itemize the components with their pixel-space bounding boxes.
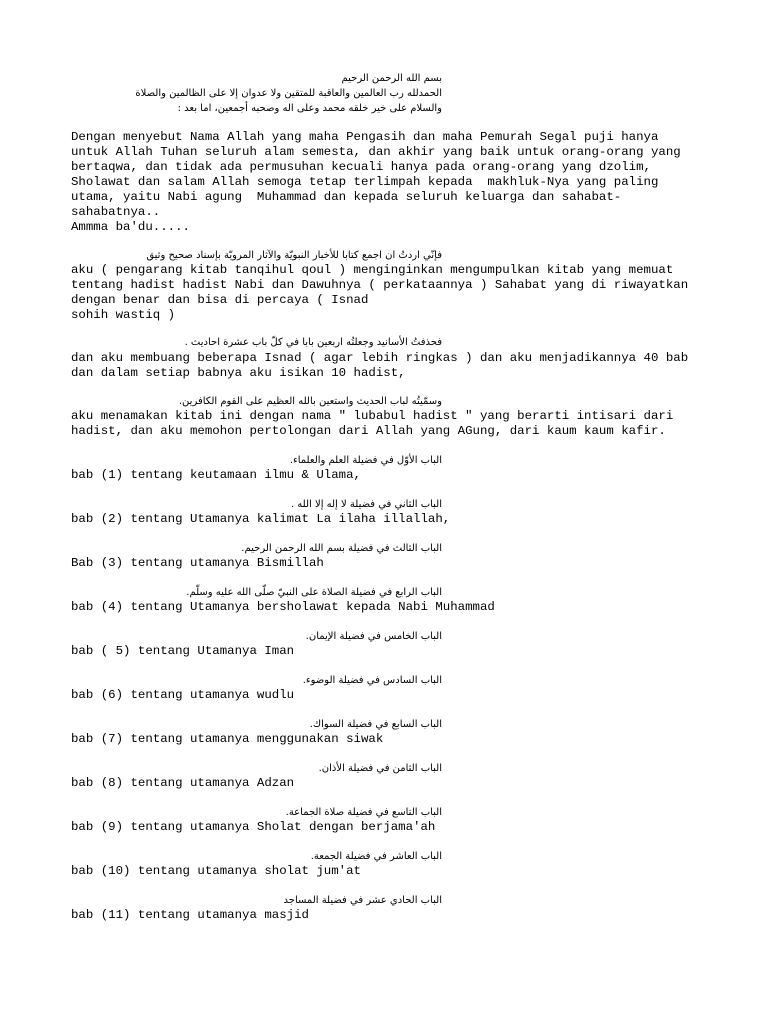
chapter-arabic: الباب الأوّل في فضيلة العلم والعلماء. xyxy=(289,455,442,466)
intro-line: bertaqwa, dan tidak ada permusuhan kecuali hanya pada orang-orang yang dzolim, xyxy=(71,160,651,174)
section-arabic: فحذفتُ الأسانيد وجعلتُه اربعين بابا في كلّ باب عشرة احاديث . xyxy=(184,337,442,348)
hamdalah-arabic: الحمدلله رب العالمين والعاقبة للمتقين ولا عدوان إلا على الظالمين والصلاة xyxy=(135,88,442,99)
section-arabic: فإنّي اردتُ ان اجمع كتابا للأخبار النبويّة والآثار المرويّة بإسناد صحيح وثيق xyxy=(146,250,442,261)
chapter-arabic: الباب السابع في فضيلة السواك. xyxy=(309,719,442,730)
salawat-arabic: والسلام على خير خلقه محمد وعلى اله وصحبه أجمعين، اما بعد : xyxy=(177,103,442,114)
chapter-latin: bab (7) tentang utamanya menggunakan siwak xyxy=(71,732,384,746)
section-line: sohih wastiq ) xyxy=(71,308,176,322)
chapter-latin: bab (9) tentang utamanya Sholat dengan berjama'ah xyxy=(71,820,436,834)
chapter-latin: bab (6) tentang utamanya wudlu xyxy=(71,688,295,702)
section-line: dan dalam setiap babnya aku isikan 10 hadist, xyxy=(71,366,406,380)
chapter-latin: Bab (3) tentang utamanya Bismillah xyxy=(71,556,324,570)
chapter-arabic: الباب الرابع في فضيلة الصلاة على النبيّ صلّى الله عليه وسلّم. xyxy=(186,587,442,598)
section-arabic: وسمّيتُه لباب الحديث واستعين بالله العظيم على القوم الكافرين. xyxy=(178,396,442,407)
chapter-arabic: الباب الحادي عشر في فضيلة المساجد xyxy=(283,895,442,906)
chapter-latin: bab ( 5) tentang Utamanya Iman xyxy=(71,644,295,658)
chapter-arabic: الباب التاسع في فضيلة صلاة الجماعة. xyxy=(285,807,442,818)
intro-line: sahabatnya.. xyxy=(71,205,161,219)
intro-line: Sholawat dan salam Allah semoga tetap terlimpah kepada makhluk-Nya yang paling xyxy=(71,175,659,189)
chapter-latin: bab (1) tentang keutamaan ilmu & Ulama, xyxy=(71,468,361,482)
chapter-arabic: الباب الثاني في فضيلة لا إله إلا الله . xyxy=(290,499,442,510)
section-line: aku ( pengarang kitab tanqihul qoul ) menginginkan mengumpulkan kitab yang memuat xyxy=(71,263,674,277)
chapter-latin: bab (10) tentang utamanya sholat jum'at xyxy=(71,864,361,878)
chapter-latin: bab (11) tentang utamanya masjid xyxy=(71,908,309,922)
intro-line: untuk Allah Tuhan seluruh alam semesta, dan akhir yang baik untuk orang-orang yang xyxy=(71,145,681,159)
section-line: hadist, dan aku memohon pertolongan dari Allah yang AGung, dari kaum kaum kafir. xyxy=(71,424,666,438)
chapter-arabic: الباب الثامن في فضيلة الأذان. xyxy=(318,763,442,774)
intro-line: utama, yaitu Nabi agung Muhammad dan kepada seluruh keluarga dan sahabat- xyxy=(71,190,622,204)
chapter-arabic: الباب الثالث في فضيلة بسم الله الرحمن الرحيم. xyxy=(241,543,442,554)
intro-line: Dengan menyebut Nama Allah yang maha Pengasih dan maha Pemurah Segal puji hanya xyxy=(71,130,659,144)
section-line: dengan benar dan bisa di percaya ( Isnad xyxy=(71,293,369,307)
chapter-latin: bab (4) tentang Utamanya bersholawat kepada Nabi Muhammad xyxy=(71,600,495,614)
chapter-latin: bab (2) tentang Utamanya kalimat La ilaha illallah, xyxy=(71,512,451,526)
chapter-arabic: الباب الخامس في فضيلة الإيمان. xyxy=(305,631,442,642)
section-line: tentang hadist hadist Nabi dan Dawuhnya ( perkataannya ) Sahabat yang di riwayatkan xyxy=(71,278,689,292)
chapter-latin: bab (8) tentang utamanya Adzan xyxy=(71,776,295,790)
basmalah-arabic: بسم الله الرحمن الرحيم xyxy=(341,73,442,84)
chapter-arabic: الباب السادس في فضيلة الوضوء. xyxy=(302,675,442,686)
intro-line: Ammma ba'du..... xyxy=(71,220,190,234)
section-line: aku menamakan kitab ini dengan nama " lubabul hadist " yang berarti intisari dari xyxy=(71,409,674,423)
section-line: dan aku membuang beberapa Isnad ( agar lebih ringkas ) dan aku menjadikannya 40 bab xyxy=(71,351,689,365)
chapter-arabic: الباب العاشر في فضيلة الجمعة. xyxy=(310,851,442,862)
